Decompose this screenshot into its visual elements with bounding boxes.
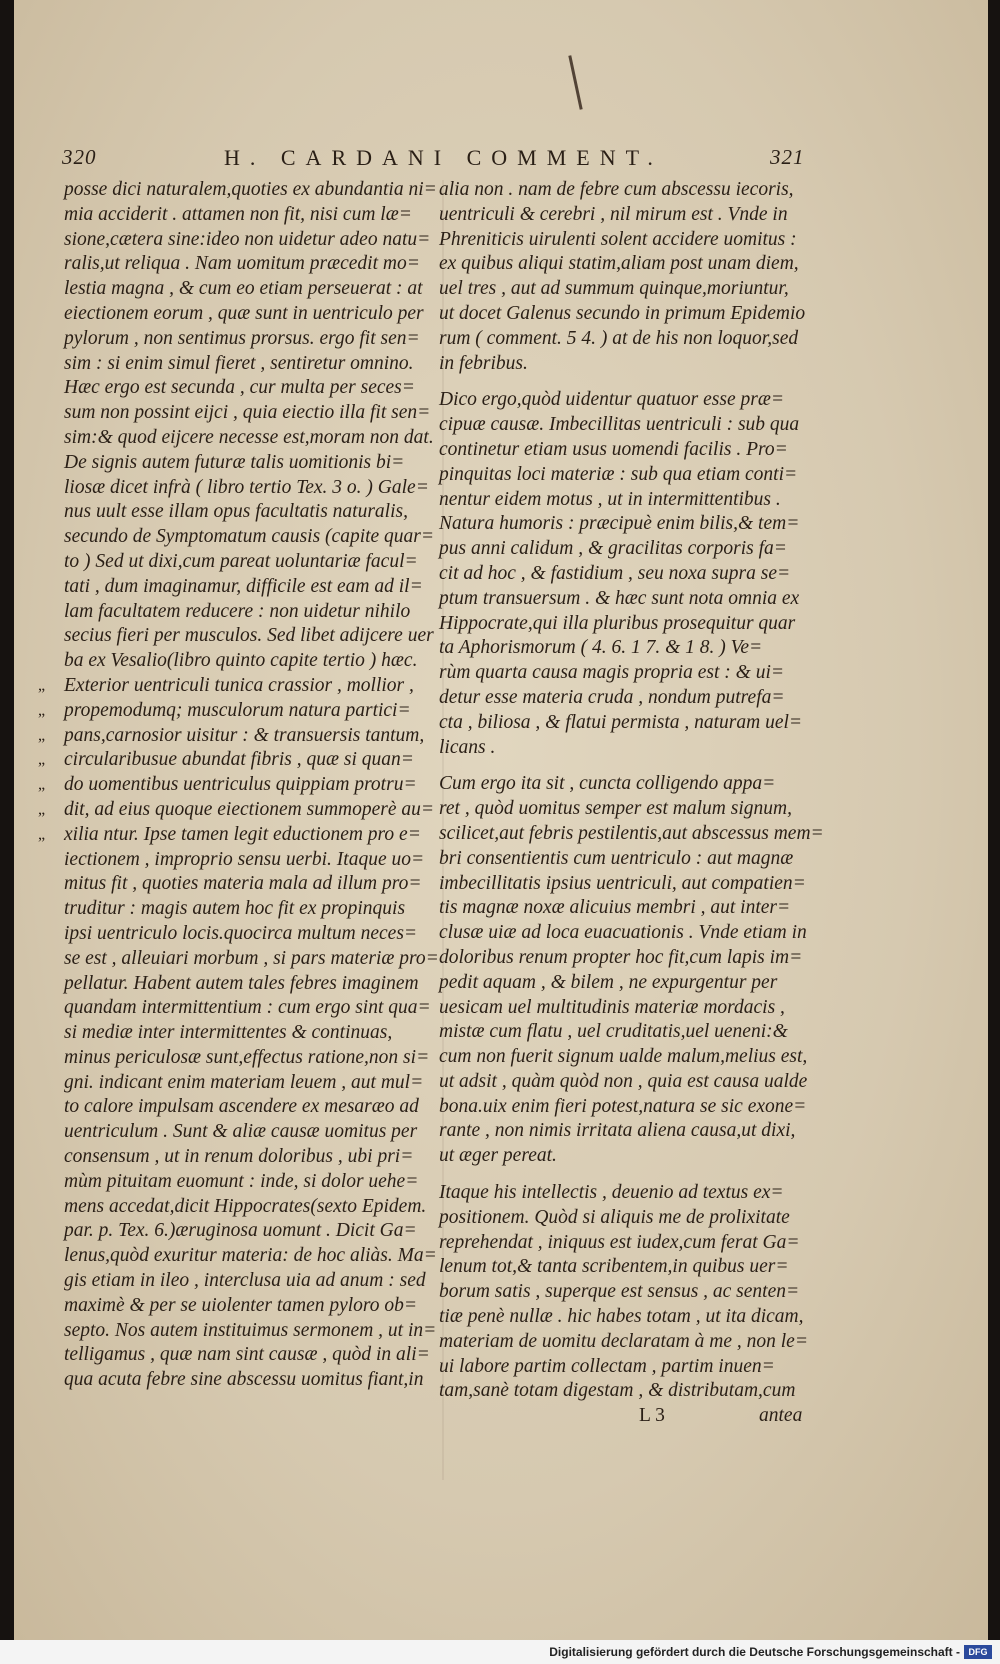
- line-text: cum non fuerit signum ualde malum,melius est,: [439, 1046, 808, 1068]
- text-line: [439, 1355, 811, 1380]
- text-line: [439, 178, 811, 203]
- paragraph-gap: [439, 376, 811, 388]
- line-text: lenum tot,& tanta scribentem,in quibus uer=: [439, 1256, 789, 1278]
- book-page: [14, 0, 988, 1640]
- line-text: Dico ergo,quòd uidentur quatuor esse præ=: [439, 389, 785, 411]
- quotation-mark: „: [38, 825, 46, 843]
- line-text: nentur eidem motus , ut in intermittentibus .: [439, 488, 781, 510]
- line-text: sum non possint eijci , quia eiectio illa fit sen=: [64, 402, 431, 424]
- text-line: [439, 537, 811, 562]
- line-text: sione,cætera sine:ideo non uidetur adeo natu=: [64, 228, 431, 250]
- text-line: [439, 512, 811, 537]
- line-text: xilia ntur. Ipse tamen legit eductionem pro e=: [64, 823, 421, 845]
- line-text: truditur : magis autem hoc fit ex propinquis: [64, 898, 406, 920]
- line-text: clusæ uiæ ad loca euacuationis . Vnde etiam in: [439, 922, 807, 944]
- paragraph-gap: [439, 760, 811, 772]
- text-line: [38, 699, 436, 724]
- footer-bar: [0, 1640, 1000, 1664]
- line-text: pellatur. Habent autem tales febres imaginem: [64, 972, 419, 994]
- line-text: Exterior uentriculi tunica crassior , mollior ,: [64, 674, 414, 696]
- line-text: tis magnæ noxæ alicuius membri , aut inter=: [439, 897, 791, 919]
- line-text: doloribus renum propter hoc fit,cum lapis im=: [439, 946, 803, 968]
- line-text: circularibusue abundat fibris , quæ si quan=: [64, 749, 414, 771]
- line-text: sim:& quod eijcere necesse est,moram non dat.: [64, 426, 434, 448]
- line-text: do uomentibus uentriculus quippiam protru=: [64, 774, 417, 796]
- text-line: [64, 277, 436, 302]
- text-line: [64, 897, 436, 922]
- text-line: [64, 426, 436, 451]
- text-line: [64, 525, 436, 550]
- line-text: imbecillitatis ipsius uentriculi, aut compatien=: [439, 872, 806, 894]
- line-text: uel tres , aut ad summum quinque,moriuntur,: [439, 278, 789, 300]
- line-text: ut æger pereat.: [439, 1145, 557, 1167]
- line-text: eiectionem eorum , quæ sunt in uentriculo per: [64, 302, 424, 324]
- text-line: [439, 1280, 811, 1305]
- text-line: [64, 203, 436, 228]
- text-line: [439, 1181, 811, 1206]
- text-line: [439, 711, 811, 736]
- text-line: [64, 1021, 436, 1046]
- text-line: [439, 847, 811, 872]
- line-text: to ) Sed ut dixi,cum pareat uoluntariæ facul=: [64, 550, 418, 572]
- text-line: [439, 686, 811, 711]
- text-line: [439, 661, 811, 686]
- text-line: [64, 996, 436, 1021]
- text-line: [38, 798, 436, 823]
- page-header: [14, 145, 988, 175]
- text-line: [439, 587, 811, 612]
- text-line: [439, 1144, 811, 1169]
- line-text: gni. indicant enim materiam leuem , aut mul=: [64, 1071, 424, 1093]
- text-line: [64, 1343, 436, 1368]
- line-text: sim : si enim simul fieret , sentiretur omnino.: [64, 352, 414, 374]
- line-text: mens accedat,dicit Hippocrates(sexto Epidem.: [64, 1195, 427, 1217]
- line-text: mùm pituitam euomunt : inde, si dolor uehe=: [64, 1170, 419, 1192]
- line-text: ipsi uentriculo locis.quocirca multum neces=: [64, 922, 418, 944]
- line-text: pans,carnosior uisitur : & transuersis tantum,: [64, 724, 425, 746]
- quotation-mark: „: [38, 726, 46, 744]
- line-text: lestia magna , & cum eo etiam perseuerat : at: [64, 278, 423, 300]
- line-text: si mediæ inter intermittentes & continuas,: [64, 1022, 393, 1044]
- quotation-mark: „: [38, 701, 46, 719]
- text-line: [64, 600, 436, 625]
- line-text: cipuæ causæ. Imbecillitas uentriculi : sub qua: [439, 414, 800, 436]
- text-line: [64, 228, 436, 253]
- text-line: [64, 1046, 436, 1071]
- funding-credit: Digitalisierung gefördert durch die Deutsche Forschungsgemeinschaft -: [549, 1645, 960, 1659]
- line-text: Hippocrate,qui illa pluribus prosequitur quar: [439, 612, 796, 634]
- text-line: [64, 1145, 436, 1170]
- text-line: [64, 947, 439, 972]
- text-line: [439, 921, 811, 946]
- text-line: [439, 1379, 811, 1404]
- text-line: [439, 772, 811, 797]
- right-column: [439, 178, 824, 1429]
- line-text: cta , biliosa , & flatui permista , naturam uel=: [439, 711, 803, 733]
- line-text: ex quibus aliqui statim,aliam post unam diem,: [439, 253, 799, 275]
- line-text: quandam intermittentium : cum ergo sint qua=: [64, 997, 431, 1019]
- line-text: rante , non nimis irritata aliena causa,ut dixi,: [439, 1120, 796, 1142]
- text-line: [439, 463, 811, 488]
- text-line: [64, 476, 436, 501]
- quotation-mark: „: [38, 776, 46, 794]
- text-line: [439, 612, 811, 637]
- text-line: [439, 1045, 811, 1070]
- line-text: uentriculi & cerebri , nil mirum est . Vnde in: [439, 203, 788, 225]
- text-line: [439, 1119, 811, 1144]
- quotation-mark: „: [38, 800, 46, 818]
- folio-right: 321: [770, 145, 805, 169]
- text-line: [439, 1020, 811, 1045]
- line-text: pus anni calidum , & gracilitas corporis fa=: [439, 538, 787, 560]
- line-text: telligamus , quæ nam sint causæ , quòd in ali=: [64, 1344, 430, 1366]
- line-text: lenus,quòd exuritur materia: de hoc aliàs. Ma=: [64, 1245, 437, 1267]
- text-line: [64, 252, 436, 277]
- quotation-mark: „: [38, 751, 46, 769]
- text-line: [439, 1330, 811, 1355]
- text-line: [439, 352, 811, 377]
- line-text: gis etiam in ileo , interclusa uia ad anum : sed: [64, 1270, 426, 1292]
- line-text: pylorum , non sentimus prorsus. ergo fit sen=: [64, 327, 420, 349]
- text-line: [439, 228, 811, 253]
- text-line: [64, 972, 436, 997]
- line-text: reprehendat , iniquus est iudex,cum ferat Ga=: [439, 1231, 800, 1253]
- text-line: [439, 488, 811, 513]
- line-text: pedit aquam , & bilem , ne expurgentur per: [439, 971, 778, 993]
- line-text: bri consentientis cum uentriculo : aut magnæ: [439, 847, 794, 869]
- text-line: [64, 327, 436, 352]
- line-text: ret , quòd uomitus semper est malum signum,: [439, 798, 792, 820]
- text-line: [64, 1319, 436, 1344]
- line-text: pinquitas loci materiæ : sub qua etiam conti=: [439, 463, 798, 485]
- text-line: [439, 946, 811, 971]
- text-line: [38, 773, 436, 798]
- text-line: [64, 1095, 436, 1120]
- text-line: [439, 562, 811, 587]
- line-text: minus periculosæ sunt,effectus ratione,non si=: [64, 1046, 430, 1068]
- line-text: continetur etiam usus uomendi facilis . Pro=: [439, 438, 788, 460]
- catchword: antea: [759, 1405, 803, 1427]
- left-column: [38, 178, 439, 1393]
- line-text: dit, ad eius quoque eiectionem summoperè au=: [64, 798, 435, 820]
- text-line: [439, 1206, 811, 1231]
- line-text: ptum transuersum . & hæc sunt nota omnia ex: [439, 587, 800, 609]
- line-text: rùm quarta causa magis propria est : & ui=: [439, 662, 785, 684]
- text-line: [64, 922, 436, 947]
- line-text: ui labore partim collectam , partim inuen=: [439, 1355, 775, 1377]
- line-text: posse dici naturalem,quoties ex abundantia ni=: [64, 179, 437, 200]
- text-line: [439, 1255, 811, 1280]
- text-line: [64, 1368, 436, 1393]
- dfg-logo: DFG: [964, 1645, 992, 1659]
- line-text: liosæ dicet infrà ( libro tertio Tex. 3 o. ) Gale=: [64, 476, 429, 498]
- line-text: mistæ cum flatu , uel cruditatis,uel ueneni:&: [439, 1021, 788, 1043]
- text-line: [439, 971, 811, 996]
- text-line: [64, 1071, 436, 1096]
- line-text: positionem. Quòd si aliquis me de prolixitate: [439, 1206, 790, 1228]
- line-text: nus uult esse illam opus facultatis naturalis,: [64, 501, 408, 523]
- line-text: mitus fit , quoties materia mala ad illum pro=: [64, 873, 422, 895]
- line-text: par. p. Tex. 6.)æruginosa uomunt . Dicit Ga=: [64, 1220, 417, 1242]
- text-line: [439, 822, 824, 847]
- text-line: [64, 1269, 436, 1294]
- text-line: [439, 896, 811, 921]
- line-text: scilicet,aut febris pestilentis,aut abscessus mem=: [439, 822, 824, 844]
- text-line: [64, 649, 436, 674]
- text-line: [64, 1294, 436, 1319]
- running-title: H. CARDANI COMMENT.: [224, 145, 663, 170]
- line-text: Itaque his intellectis , deuenio ad textus ex=: [439, 1182, 784, 1204]
- line-text: propemodumq; musculorum natura partici=: [64, 699, 411, 721]
- text-line: [64, 178, 436, 203]
- text-line: [38, 748, 436, 773]
- line-text: uentriculum . Sunt & aliæ causæ uomitus per: [64, 1121, 418, 1143]
- text-line: [64, 1219, 436, 1244]
- text-line: [439, 438, 811, 463]
- line-text: Cum ergo ita sit , cuncta colligendo appa=: [439, 773, 776, 795]
- text-line: [64, 302, 436, 327]
- text-line: [64, 1195, 436, 1220]
- line-text: uesicam uel multitudinis materiæ mordacis ,: [439, 996, 785, 1018]
- signature-line: [439, 1404, 811, 1429]
- folio-left: 320: [62, 145, 97, 169]
- line-text: detur esse materia cruda , nondum putrefa=: [439, 686, 785, 708]
- line-text: bona.uix enim fieri potest,natura se sic exone=: [439, 1095, 807, 1117]
- line-text: secius fieri per musculos. Sed libet adijcere uer: [64, 625, 434, 647]
- text-line: [64, 1120, 436, 1145]
- text-line: [64, 550, 436, 575]
- signature-mark: L 3: [639, 1405, 665, 1427]
- line-text: alia non . nam de febre cum abscessu iecoris,: [439, 179, 794, 200]
- text-line: [64, 500, 436, 525]
- line-text: tiæ penè nullæ . hic habes totam , ut ita dicam,: [439, 1306, 804, 1328]
- text-line: [64, 1170, 436, 1195]
- text-line: [439, 1231, 811, 1256]
- text-line: [439, 1095, 811, 1120]
- line-text: maximè & per se uiolenter tamen pyloro ob=: [64, 1294, 418, 1316]
- line-text: materiam de uomitu declaratam à me , non le=: [439, 1330, 808, 1352]
- text-line: [439, 1305, 811, 1330]
- quotation-mark: „: [38, 676, 46, 694]
- line-text: Phreniticis uirulenti solent accidere uomitus :: [439, 228, 797, 250]
- line-text: iectionem , improprio sensu uerbi. Itaque uo=: [64, 848, 425, 870]
- text-line: [439, 797, 811, 822]
- line-text: borum satis , superque est sensus , ac senten=: [439, 1281, 800, 1303]
- text-line: [64, 401, 436, 426]
- line-text: consensum , ut in renum doloribus , ubi pri=: [64, 1146, 414, 1168]
- line-text: licans .: [439, 736, 496, 758]
- line-text: ut docet Galenus secundo in primum Epidemio: [439, 302, 806, 324]
- text-line: [64, 872, 436, 897]
- line-text: se est , alleuiari morbum , si pars materiæ pro=: [64, 947, 439, 969]
- text-line: [64, 848, 436, 873]
- line-text: tam,sanè totam digestam , & distributam,cum: [439, 1380, 796, 1402]
- text-line: [439, 413, 811, 438]
- text-line: [38, 823, 436, 848]
- text-line: [439, 302, 811, 327]
- text-line: [64, 376, 436, 401]
- text-line: [439, 252, 811, 277]
- line-text: septo. Nos autem instituimus sermonem , ut in=: [64, 1319, 437, 1341]
- line-text: qua acuta febre sine abscessu uomitus fiant,in: [64, 1369, 424, 1391]
- text-line: [64, 451, 436, 476]
- text-line: [64, 624, 436, 649]
- text-line: [439, 277, 811, 302]
- line-text: ut adsit , quàm quòd non , quia est causa ualde: [439, 1070, 808, 1092]
- line-text: ta Aphorismorum ( 4. 6. 1 7. & 1 8. ) Ve=: [439, 637, 763, 659]
- text-line: [439, 327, 811, 352]
- text-line: [38, 724, 436, 749]
- text-line: [439, 636, 811, 661]
- line-text: tati , dum imaginamur, difficile est eam ad il=: [64, 575, 423, 597]
- line-text: ba ex Vesalio(libro quinto capite tertio ) hæc.: [64, 650, 418, 672]
- line-text: mia acciderit . attamen non fit, nisi cum læ=: [64, 203, 412, 225]
- line-text: ralis,ut reliqua . Nam uomitum præcedit mo=: [64, 253, 420, 275]
- text-line: [439, 203, 811, 228]
- text-line: [439, 996, 811, 1021]
- line-text: secundo de Symptomatum causis (capite quar=: [64, 526, 435, 548]
- text-line: [439, 872, 811, 897]
- text-line: [439, 1070, 811, 1095]
- text-line: [64, 352, 436, 377]
- line-text: De signis autem futuræ talis uomitionis bi=: [64, 451, 405, 473]
- line-text: cit ad hoc , & fastidium , seu noxa supra se=: [439, 562, 791, 584]
- ink-mark: [568, 55, 582, 109]
- line-text: lam facultatem reducere : non uidetur nihilo: [64, 600, 411, 622]
- line-text: rum ( comment. 5 4. ) at de his non loquor,sed: [439, 327, 799, 349]
- line-text: to calore impulsam ascendere ex mesaræo ad: [64, 1096, 419, 1118]
- text-line: [64, 575, 436, 600]
- line-text: Hæc ergo est secunda , cur multa per seces=: [64, 377, 415, 399]
- text-line: [38, 674, 436, 699]
- line-text: Natura humoris : præcipuè enim bilis,& tem=: [439, 513, 800, 535]
- paragraph-gap: [439, 1169, 811, 1181]
- text-line: [439, 388, 811, 413]
- line-text: in febribus.: [439, 352, 528, 374]
- text-line: [64, 1244, 436, 1269]
- text-line: [439, 736, 811, 761]
